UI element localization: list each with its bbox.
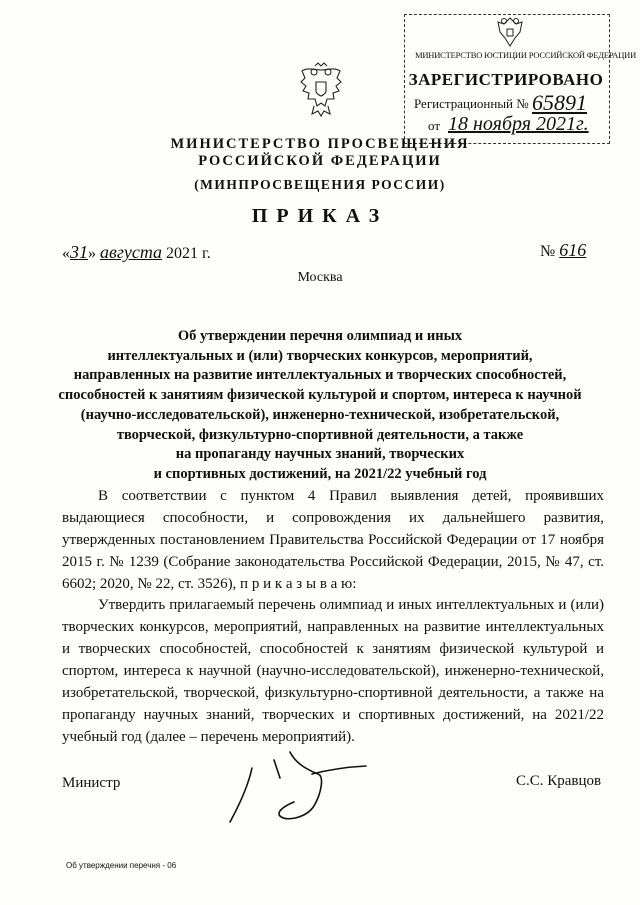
paragraph-2-lead: Утвердить bbox=[98, 597, 166, 613]
paragraph-2-text: прилагаемый перечень олимпиад и иных интеллектуальных и (или) творческих конкурсов, мероприятий, направленных на развитие интеллектуальных и творческих способностей, способностей к занятиям физической культурой и спортом, интереса к научной (научно-исследовательской), инженерно-технической, изобретательской, творческой, физкультурно-спортивной деятельности, а также на пропаганду научных знаний, творческих и спортивных достижений, на 2021/22 учебный год (далее – перечень мероприятий). bbox=[62, 597, 605, 745]
stamp-date-prefix: от bbox=[428, 118, 441, 133]
ministry-name-line2: РОССИЙСКОЙ ФЕДЕРАЦИИ bbox=[198, 153, 442, 169]
order-date bbox=[62, 242, 211, 263]
date-month: августа bbox=[100, 242, 163, 262]
order-number-value: 616 bbox=[559, 240, 587, 260]
date-open-quote: « bbox=[62, 245, 70, 262]
order-number-label: № bbox=[540, 243, 556, 260]
city: Москва bbox=[297, 270, 343, 285]
footer-file-label: Об утверждении перечня - 06 bbox=[66, 861, 177, 870]
title-line: направленных на развитие интеллектуальных и творческих способностей, bbox=[73, 367, 567, 384]
paragraph-1-text: соответствии с пунктом 4 Правил выявления детей, проявивших выдающиеся способности, и сопровождения их дальнейшего развития, утвержденных постановлением Правительства Российской Федерации от 17 ноября 2015 г. № 1239 (Собрание законодательства Российской Федерации, 2015, № 47, ст. 6602; 2020, № 22, ст. 3526), п р и к а з ы в а ю: bbox=[62, 488, 604, 592]
title-line: творческой, физкультурно-спортивной деятельности, а также bbox=[116, 426, 524, 443]
title-line: и спортивных достижений, на 2021/22 учебный год bbox=[153, 465, 487, 482]
stamp-number-label: Регистрационный № bbox=[414, 96, 529, 111]
handwritten-signature bbox=[222, 750, 372, 830]
order-number bbox=[540, 240, 586, 261]
paragraph-1-lead: В bbox=[98, 488, 109, 504]
title-line: (научно-исследовательской), инженерно-технической, изобретательской, bbox=[80, 406, 560, 423]
date-year: 2021 г. bbox=[166, 245, 211, 262]
date-day: 31 bbox=[70, 242, 88, 262]
signer-role: Министр bbox=[62, 775, 121, 791]
stamp-ministry: МИНИСТЕРСТВО ЮСТИЦИИ РОССИЙСКОЙ ФЕДЕРАЦИИ bbox=[415, 50, 637, 60]
ministry-abbreviation: (МИНПРОСВЕЩЕНИЯ РОССИИ) bbox=[194, 177, 446, 192]
title-line: способностей к занятиям физической культурой и спортом, интереса к научной bbox=[58, 387, 582, 404]
coat-of-arms-icon bbox=[298, 62, 344, 120]
stamp-number: 65891 bbox=[532, 90, 587, 115]
body-paragraph-1 bbox=[62, 485, 604, 595]
title-line: Об утверждении перечня олимпиад и иных bbox=[177, 328, 463, 344]
order-title bbox=[40, 327, 600, 485]
signer-name: С.С. Кравцов bbox=[516, 773, 602, 789]
document-type: ПРИКАЗ bbox=[251, 205, 389, 227]
date-close-quote: » bbox=[88, 245, 96, 262]
stamp-date: 18 ноября 2021г. bbox=[448, 113, 589, 135]
title-line: на пропаганду научных знаний, творческих bbox=[175, 446, 465, 463]
title-line: интеллектуальных и (или) творческих конкурсов, мероприятий, bbox=[107, 347, 533, 364]
stamp-registered: ЗАРЕГИСТРИРОВАНО bbox=[408, 70, 604, 89]
body-paragraph-2 bbox=[62, 594, 604, 748]
ministry-name-line1: МИНИСТЕРСТВО ПРОСВЕЩЕНИЯ bbox=[170, 136, 470, 152]
small-coat-of-arms-icon bbox=[490, 12, 530, 52]
